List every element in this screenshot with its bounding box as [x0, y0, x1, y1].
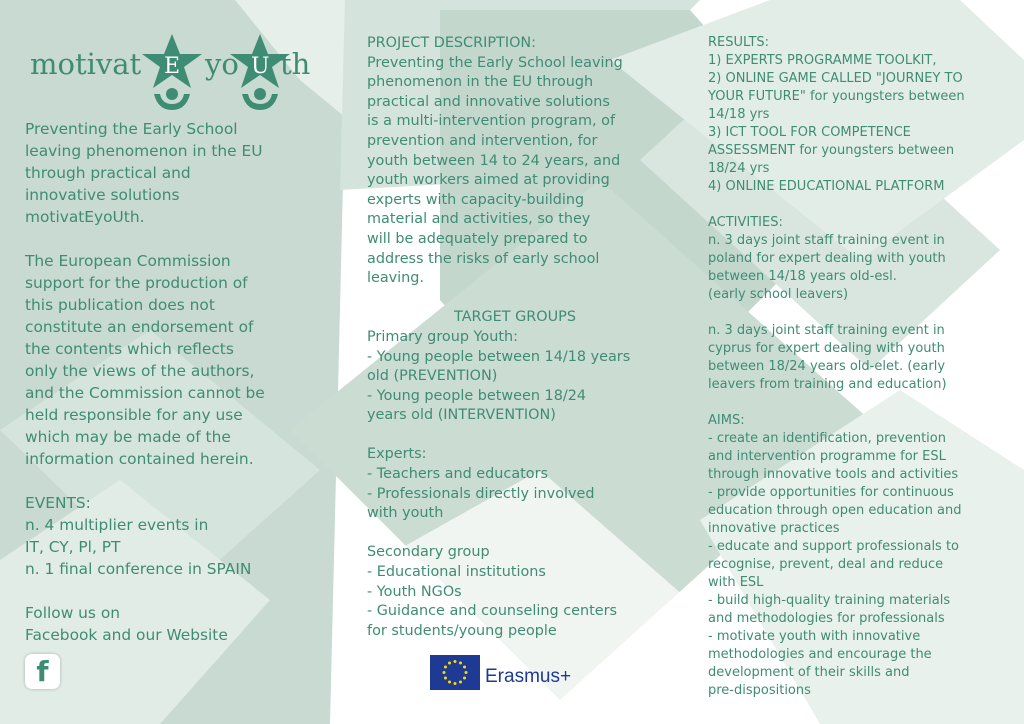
activities-text: ACTIVITIES: n. 3 days joint staff training event in poland for expert dealing with youth between 14/18 years old-esl. (early school leavers): [708, 215, 946, 302]
eu-star: [454, 660, 457, 663]
left-column: [25, 118, 325, 646]
eu-star: [459, 681, 462, 684]
aims-text: AIMS: - create an identification, prevention and intervention programme for ESL through innovative tools and activities - provide opportunities for continuous education through open education and innovative practices - educate and support professionals to recognise, prevent, deal and reduce with ESL - build high-quality training materials and methodologies for professionals - motivate youth with innovative methodologies and encourage the development of their skills and pre-dispositions: [708, 413, 962, 698]
logo-star-letter-1: E: [164, 54, 181, 79]
eu-star: [463, 666, 466, 669]
eu-star: [465, 671, 468, 674]
intro-text: Preventing the Early School leaving phenomenon in the EU through practical and innovative solutions motivatEyoUth.: [25, 120, 263, 226]
primary-group-text: Primary group Youth: - Young people between 14/18 years old (PREVENTION) - Young people between 18/24 years old (INTERVENTION): [367, 328, 631, 424]
logo-text-right: th: [280, 47, 311, 81]
target-groups-heading: TARGET GROUPS: [454, 309, 576, 326]
experts-text: Experts: - Teachers and educators - Professionals directly involved with youth: [367, 446, 595, 522]
events-heading: EVENTS:: [25, 494, 91, 512]
disclaimer-text: The European Commission support for the production of this publication does not constitute an endorsement of the contents which reflects only the views of the authors, and the Commission cannot be held responsible for any use which may be made of the information contained herein.: [25, 252, 265, 468]
eu-star: [454, 682, 457, 685]
eu-star: [448, 681, 451, 684]
events-text: n. 4 multiplier events in IT, CY, Pl, PT n. 1 final conference in SPAIN: [25, 516, 252, 578]
activities-text-2: n. 3 days joint staff training event in cyprus for expert dealing with youth between 18/24 years old-elet. (early leavers from training and education): [708, 323, 947, 392]
right-column: [708, 34, 1008, 700]
results-text: RESULTS: 1) EXPERTS PROGRAMME TOOLKIT, 2) ONLINE GAME CALLED "JOURNEY TO YOUR FUTURE" for youngsters between 14/18 yrs 3) ICT TOOL FOR COMPETENCE ASSESSMENT for youngsters between 18/24 yrs 4) ONLINE EDUCATIONAL PLATFORM: [708, 35, 965, 194]
middle-column: [367, 34, 663, 641]
eu-star: [459, 661, 462, 664]
project-text: Preventing the Early School leaving phenomenon in the EU through practical and innovative solutions is a multi-intervention program, of prevention and intervention, for youth between 14 to 24 years, and youth workers aimed at providing experts with capacity-building material and activities, so they will be adequately prepared to address the risks of early school leaving.: [367, 54, 623, 287]
logo-text-mid: yo: [205, 47, 239, 81]
erasmus-plus-label: Erasmus+: [485, 666, 572, 687]
logo-star-letter-2: U: [251, 54, 270, 79]
follow-text[interactable]: Follow us on Facebook and our Website: [25, 604, 228, 644]
eu-star: [463, 677, 466, 680]
logo-person-head-1: [166, 88, 178, 100]
motivateyouth-logo: [30, 34, 320, 120]
facebook-glyph: f: [36, 655, 49, 688]
project-heading: PROJECT DESCRIPTION:: [367, 35, 537, 51]
facebook-icon[interactable]: [25, 654, 60, 689]
logo-text-left: motivat: [30, 47, 142, 81]
eu-star: [444, 677, 447, 680]
eu-star: [448, 661, 451, 664]
logo-person-head-2: [254, 88, 266, 100]
secondary-group-text: Secondary group - Educational institutions - Youth NGOs - Guidance and counseling centers for students/young people: [367, 544, 618, 639]
eu-star: [443, 671, 446, 674]
eu-star: [444, 666, 447, 669]
